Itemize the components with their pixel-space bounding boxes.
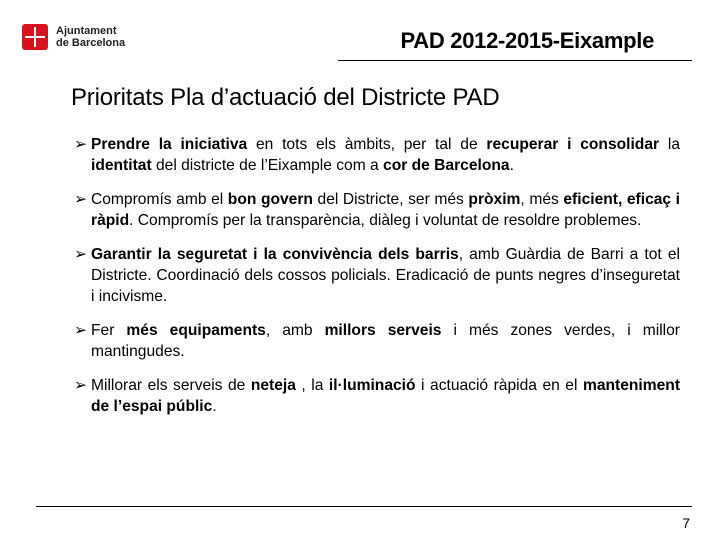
bullet-text-bold: Garantir la seguretat i la convivència dels barris bbox=[91, 246, 459, 263]
bullet-text-bold: millors serveis bbox=[324, 322, 442, 339]
logo-text bbox=[56, 25, 125, 49]
page-number: 7 bbox=[682, 515, 690, 531]
bullet-text-bold: Prendre la iniciativa bbox=[91, 136, 248, 153]
logo-line-2: de Barcelona bbox=[56, 37, 126, 49]
bullet-text: i actuació ràpida en el bbox=[415, 377, 583, 394]
arrow-bullet-icon: ➢ bbox=[74, 136, 88, 153]
bullet-list bbox=[74, 134, 680, 430]
bullet-text-bold: identitat bbox=[91, 157, 152, 174]
bullet-text: . bbox=[509, 157, 514, 174]
barcelona-shield-icon bbox=[22, 24, 48, 50]
bullet-text: . bbox=[212, 398, 217, 415]
ajuntament-logo bbox=[22, 24, 125, 50]
bullet-text-bold: eficient, eficaç i ràpid bbox=[91, 191, 681, 229]
bullet-item bbox=[74, 189, 680, 231]
bullet-text: la bbox=[659, 136, 680, 153]
bullet-text: . Compromís per la transparència, diàleg i voluntat de resoldre problemes. bbox=[129, 212, 642, 229]
bullet-item bbox=[74, 375, 680, 417]
bullet-text: Millorar els serveis de bbox=[91, 377, 251, 394]
bullet-item bbox=[74, 320, 680, 362]
bullet-text-bold: recuperar i consolidar bbox=[486, 136, 660, 153]
bullet-text: Compromís amb el bbox=[91, 191, 228, 208]
bullet-text: i més zones verdes, i millor mantingudes. bbox=[91, 322, 680, 360]
bullet-item bbox=[74, 134, 680, 176]
arrow-bullet-icon: ➢ bbox=[74, 322, 88, 339]
bullet-text: Fer bbox=[91, 322, 127, 339]
bullet-text: en tots els àmbits, per tal de bbox=[247, 136, 487, 153]
bullet-text-bold: bon govern bbox=[227, 191, 313, 208]
bullet-text: del Districte, ser més bbox=[312, 191, 469, 208]
bullet-text: , amb Guàrdia de Barri a tot el Districte. Coordinació dels cossos policials. Eradicació de punts negres d’inseguretat i incivisme. bbox=[91, 246, 680, 305]
bullet-text: , amb bbox=[265, 322, 325, 339]
footer-divider bbox=[36, 506, 692, 507]
bullet-item bbox=[74, 244, 680, 307]
logo-line-1: Ajuntament bbox=[56, 25, 117, 37]
bullet-text-bold: neteja bbox=[250, 377, 296, 394]
bullet-text-bold: pròxim bbox=[468, 191, 521, 208]
bullet-text-bold: il·luminació bbox=[328, 377, 416, 394]
bullet-text: , més bbox=[520, 191, 564, 208]
page-title: Prioritats Pla d’actuació del Districte PAD bbox=[71, 84, 500, 111]
bullet-text-bold: manteniment de l’espai públic bbox=[91, 377, 681, 415]
arrow-bullet-icon: ➢ bbox=[74, 377, 88, 394]
bullet-text-bold: cor de Barcelona bbox=[383, 157, 510, 174]
bullet-text-bold: més equipaments bbox=[126, 322, 266, 339]
header-divider bbox=[338, 60, 692, 61]
header-title: PAD 2012-2015-Eixample bbox=[400, 28, 654, 53]
arrow-bullet-icon: ➢ bbox=[74, 191, 88, 208]
arrow-bullet-icon: ➢ bbox=[74, 246, 88, 263]
bullet-text: , la bbox=[295, 377, 329, 394]
bullet-text: del districte de l’Eixample com a bbox=[151, 157, 384, 174]
